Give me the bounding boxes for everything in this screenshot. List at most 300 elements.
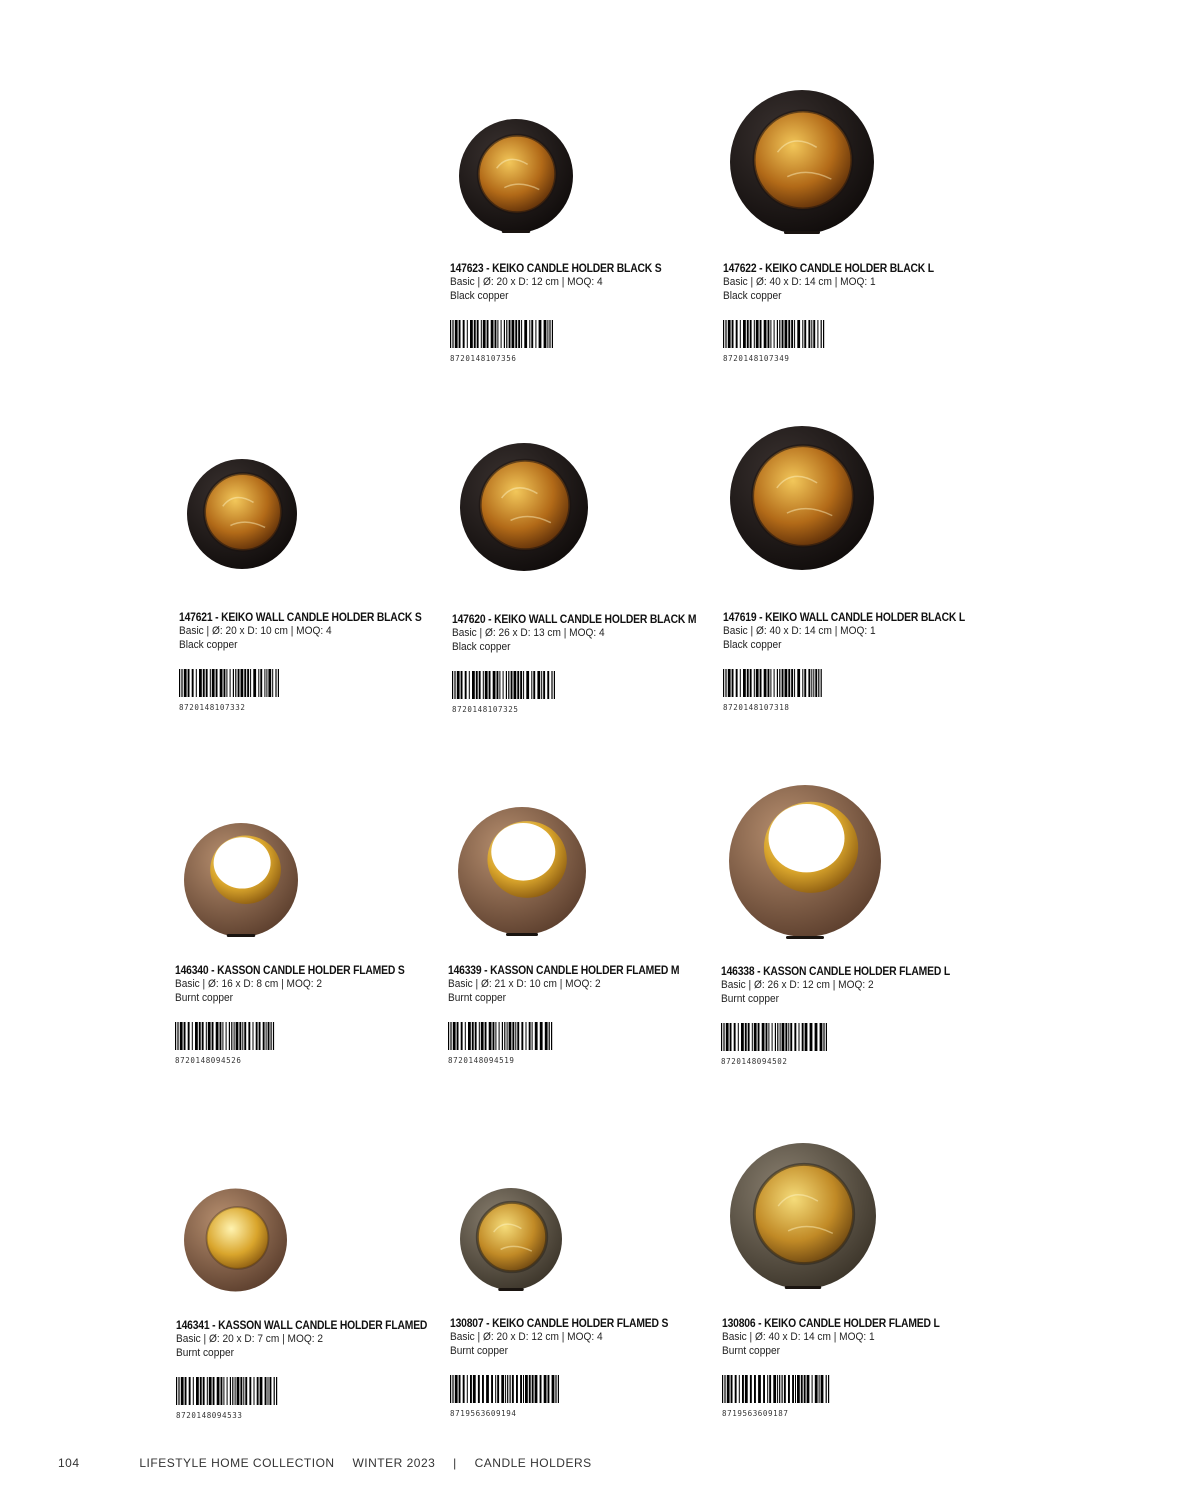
barcode-bar	[453, 1022, 456, 1050]
product-card	[723, 611, 973, 712]
barcode-bar	[260, 1377, 263, 1405]
barcode-bar	[813, 320, 815, 348]
barcode-bar	[760, 320, 762, 348]
barcode-bar	[270, 1377, 272, 1405]
barcode-bar	[253, 1022, 254, 1050]
product-title: 147623 - KEIKO CANDLE HOLDER BLACK S	[450, 263, 662, 275]
barcode-bar	[491, 320, 494, 348]
barcode-bar	[256, 1022, 258, 1050]
ean-number: 8720148107325	[452, 705, 519, 714]
barcode-bar	[207, 1377, 208, 1405]
barcode-bar	[450, 320, 451, 348]
barcode-bar	[209, 1377, 212, 1405]
barcode-bar	[461, 671, 463, 699]
barcode-bar	[531, 320, 533, 348]
barcode-bar	[497, 320, 498, 348]
barcode-bar	[254, 1377, 255, 1405]
barcode-bar	[735, 1375, 737, 1403]
product-specs: Basic | Ø: 16 x D: 8 cm | MOQ: 2	[175, 978, 322, 990]
barcode-bar	[750, 1375, 752, 1403]
barcode-bar	[727, 1375, 730, 1403]
barcode-bar	[526, 1022, 527, 1050]
barcode-bar	[206, 1022, 207, 1050]
barcode-bar	[465, 671, 467, 699]
product-color: Black copper	[450, 289, 509, 302]
barcode-bar	[195, 1022, 198, 1050]
barcode-bar	[782, 1023, 785, 1051]
barcode-bar	[732, 320, 734, 348]
product-card	[722, 1317, 972, 1418]
product-color: Burnt copper	[175, 991, 233, 1004]
ean-number: 8720148094519	[448, 1056, 515, 1065]
barcode-bar	[756, 320, 759, 348]
barcode-bar	[459, 1375, 461, 1403]
product-photo	[459, 442, 589, 572]
barcode-bar	[495, 1022, 496, 1050]
product-card	[179, 611, 429, 712]
barcode-bar	[483, 320, 486, 348]
barcode-bar	[489, 671, 491, 699]
barcode-bar	[470, 320, 473, 348]
barcode-bar	[512, 320, 515, 348]
barcode-bar	[506, 320, 507, 348]
product-card	[452, 613, 702, 714]
barcode-bar	[240, 1377, 242, 1405]
barcode-bar	[181, 669, 182, 697]
barcode-bar	[504, 1022, 505, 1050]
barcode-bar	[756, 669, 759, 697]
base-foot	[498, 1288, 524, 1291]
barcode-bar	[235, 1377, 236, 1405]
barcode-bar	[788, 320, 790, 348]
barcode-bar	[238, 669, 240, 697]
product-color: Black copper	[179, 638, 238, 651]
barcode-bar	[741, 1023, 744, 1051]
barcode-bar	[465, 1022, 466, 1050]
barcode-bar	[747, 669, 749, 697]
candle-holder-graphic	[459, 442, 589, 572]
product-card	[723, 262, 973, 363]
barcode-bar	[503, 671, 504, 699]
opening	[491, 823, 555, 881]
barcode-bar	[276, 1377, 277, 1405]
product-specs: Basic | Ø: 26 x D: 12 cm | MOQ: 2	[721, 979, 874, 991]
barcode-bar	[226, 1022, 227, 1050]
barcode-bar	[821, 1375, 824, 1403]
barcode-bar	[499, 1022, 500, 1050]
product-color: Burnt copper	[721, 992, 779, 1005]
barcode-bar	[268, 669, 271, 697]
barcode-bar	[257, 1377, 259, 1405]
ean-number: 8720148094533	[176, 1411, 243, 1420]
barcode-bar	[189, 1377, 191, 1405]
page-number: 104	[58, 1456, 80, 1470]
barcode-bar	[497, 1375, 499, 1403]
barcode-bar	[555, 1375, 556, 1403]
barcode-bar	[509, 320, 511, 348]
barcode-bar	[768, 320, 770, 348]
barcode-bar	[221, 1377, 223, 1405]
barcode-bar	[259, 1022, 261, 1050]
barcode-bar	[770, 669, 771, 697]
barcode-bars	[175, 1022, 307, 1050]
barcode	[721, 1023, 853, 1051]
product-title: 147620 - KEIKO WALL CANDLE HOLDER BLACK M	[452, 614, 697, 626]
barcode	[450, 320, 582, 348]
barcode-bar	[266, 1022, 267, 1050]
barcode-bar	[448, 1022, 449, 1050]
barcode-bar	[731, 1375, 733, 1403]
barcode-bar	[808, 320, 810, 348]
barcode-bar	[199, 1022, 201, 1050]
barcode-bar	[177, 1022, 178, 1050]
barcode-bar	[531, 671, 532, 699]
barcode-bar	[532, 1022, 533, 1050]
barcode-bar	[792, 1375, 794, 1403]
base-foot	[227, 934, 256, 937]
barcode-bar	[779, 1375, 780, 1403]
barcode-bar	[742, 1375, 744, 1403]
barcode-bar	[185, 1377, 187, 1405]
barcode-bar	[726, 1023, 729, 1051]
barcode-bar	[826, 1375, 827, 1403]
barcode-bar	[540, 1375, 542, 1403]
barcode-bar	[819, 1375, 820, 1403]
barcode-bar	[482, 1375, 484, 1403]
barcode-bar	[264, 669, 265, 697]
barcode-bar	[777, 320, 778, 348]
barcode-bar	[543, 671, 545, 699]
barcode-bar	[807, 1375, 810, 1403]
barcode-bar	[754, 1375, 756, 1403]
barcode-bar	[230, 1377, 231, 1405]
barcode-bar	[244, 1022, 246, 1050]
product-title: 130806 - KEIKO CANDLE HOLDER FLAMED L	[722, 1318, 940, 1330]
barcode-bar	[747, 320, 749, 348]
barcode-bar	[804, 320, 806, 348]
barcode-bar	[181, 1377, 184, 1405]
barcode-bar	[193, 1377, 194, 1405]
product-specs: Basic | Ø: 20 x D: 12 cm | MOQ: 4	[450, 276, 603, 288]
barcode-bar	[743, 669, 746, 697]
barcode-bars	[723, 320, 855, 348]
barcode-bar	[518, 320, 520, 348]
category-name: CANDLE HOLDERS	[474, 1456, 592, 1470]
barcode-bar	[788, 669, 790, 697]
barcode-bar	[472, 1022, 474, 1050]
barcode-bar	[823, 320, 824, 348]
barcode	[723, 320, 855, 348]
product-color: Burnt copper	[722, 1344, 780, 1357]
barcode-bar	[467, 320, 468, 348]
barcode-bar	[274, 1377, 275, 1405]
barcode-bar	[268, 1022, 270, 1050]
barcode-bar	[249, 1377, 251, 1405]
barcode-bar	[487, 320, 489, 348]
page-footer	[58, 1456, 592, 1470]
barcode-bar	[253, 669, 256, 697]
barcode-bar	[821, 669, 822, 697]
barcode-bar	[236, 1022, 239, 1050]
barcode-bar	[790, 1023, 792, 1051]
product-photo	[728, 782, 882, 940]
barcode-bar	[752, 1023, 753, 1051]
barcode-bar	[782, 1375, 783, 1403]
product-photo	[729, 1142, 877, 1290]
barcode-bar	[812, 1375, 813, 1403]
barcode-bar	[512, 1375, 514, 1403]
barcode-bars	[450, 1375, 582, 1403]
barcode-bar	[768, 1023, 769, 1051]
barcode-bar	[184, 1022, 186, 1050]
product-photo	[183, 822, 299, 938]
barcode-bar	[234, 1022, 235, 1050]
barcode-bar	[529, 320, 530, 348]
candle-holder-graphic	[457, 805, 587, 937]
barcode	[176, 1377, 308, 1405]
barcode-bar	[811, 320, 812, 348]
product-title: 147621 - KEIKO WALL CANDLE HOLDER BLACK S	[179, 612, 422, 624]
barcode-bar	[521, 320, 522, 348]
barcode-bar	[244, 669, 246, 697]
barcode-bar	[539, 320, 542, 348]
ean-number: 8720148094526	[175, 1056, 242, 1065]
barcode-bar	[535, 320, 536, 348]
barcode-bar	[547, 320, 548, 348]
barcode-bar	[247, 669, 249, 697]
barcode-bar	[745, 1375, 748, 1403]
ean-number: 8720148107318	[723, 703, 790, 712]
barcode-bar	[196, 1377, 199, 1405]
barcode-bar	[463, 1375, 465, 1403]
barcode-bar	[517, 1022, 519, 1050]
barcode-bar	[743, 320, 746, 348]
product-color: Burnt copper	[176, 1346, 234, 1359]
product-title: 147619 - KEIKO WALL CANDLE HOLDER BLACK L	[723, 612, 966, 624]
barcode-bar	[544, 1375, 547, 1403]
barcode-bar	[794, 320, 795, 348]
product-card	[450, 1317, 700, 1418]
barcode-bar	[823, 1023, 824, 1051]
barcode-bar	[472, 671, 475, 699]
barcode-bar	[777, 669, 778, 697]
product-photo	[729, 89, 875, 235]
barcode-bar	[764, 669, 767, 697]
barcode	[450, 1375, 582, 1403]
barcode-bar	[508, 671, 509, 699]
barcode-bar	[505, 1375, 506, 1403]
candle-holder-graphic	[183, 1186, 288, 1294]
product-title: 146341 - KASSON WALL CANDLE HOLDER FLAMED	[176, 1320, 428, 1332]
barcode-bar	[493, 1022, 495, 1050]
barcode-bar	[523, 671, 524, 699]
barcode-bar	[728, 669, 731, 697]
barcode-bar	[537, 671, 540, 699]
barcode-bar	[278, 669, 279, 697]
barcode	[448, 1022, 580, 1050]
barcode-bar	[509, 1022, 512, 1050]
barcode	[722, 1375, 854, 1403]
barcode-bars	[722, 1375, 854, 1403]
barcode-bar	[545, 1022, 548, 1050]
barcode-bar	[463, 320, 465, 348]
barcode-bar	[485, 671, 488, 699]
product-color: Black copper	[452, 640, 511, 653]
product-photo	[183, 1186, 288, 1294]
barcode-bar	[452, 1375, 453, 1403]
barcode-bar	[226, 669, 227, 697]
barcode-bar	[723, 669, 724, 697]
barcode-bar	[774, 669, 775, 697]
barcode	[723, 669, 855, 697]
barcode-bar	[457, 1022, 459, 1050]
barcode-bar	[791, 320, 793, 348]
barcode-bar	[754, 320, 755, 348]
barcode-bar	[241, 669, 244, 697]
barcode-bar	[740, 669, 741, 697]
barcode-bar	[529, 1375, 531, 1403]
barcode-bar	[773, 1375, 776, 1403]
base-foot	[506, 933, 538, 936]
barcode-bar	[813, 669, 814, 697]
barcode-bar	[232, 1377, 233, 1405]
barcode-bar	[529, 1022, 531, 1050]
barcode-bar	[525, 1375, 528, 1403]
barcode-bar	[552, 320, 553, 348]
barcode	[452, 671, 584, 699]
product-card	[175, 964, 425, 1065]
ean-number: 8720148094502	[721, 1057, 788, 1066]
barcode-bar	[811, 669, 812, 697]
barcode-bar	[821, 320, 822, 348]
barcode-bar	[202, 1022, 204, 1050]
barcode-bar	[479, 1022, 480, 1050]
barcode-bar	[517, 671, 519, 699]
barcode-bar	[721, 1023, 722, 1051]
product-photo	[458, 118, 574, 234]
barcode-bar	[802, 320, 803, 348]
barcode-bar	[734, 1023, 736, 1051]
ean-number: 8720148107332	[179, 703, 246, 712]
barcode-bar	[779, 320, 780, 348]
barcode-bar	[258, 669, 259, 697]
barcode-bar	[502, 1022, 503, 1050]
barcode-bar	[754, 1023, 757, 1051]
barcode-bar	[818, 669, 819, 697]
barcode-bar	[804, 1375, 806, 1403]
barcode-bar	[772, 1023, 773, 1051]
barcode-bar	[728, 320, 731, 348]
barcode-bar	[801, 1375, 803, 1403]
product-title: 130807 - KEIKO CANDLE HOLDER FLAMED S	[450, 1318, 669, 1330]
barcode-bar	[227, 1377, 228, 1405]
barcode-bar	[273, 1022, 274, 1050]
barcode-bar	[738, 1023, 739, 1051]
footer-separator: |	[453, 1456, 457, 1470]
barcode-bar	[795, 1375, 796, 1403]
barcode-bar	[532, 1375, 534, 1403]
barcode-bar	[777, 1023, 778, 1051]
product-color: Black copper	[723, 638, 782, 651]
barcode-bar	[762, 1023, 765, 1051]
barcode-bar	[199, 669, 202, 697]
candle-holder-graphic	[183, 822, 299, 938]
barcode-bar	[230, 669, 231, 697]
opening	[214, 837, 271, 888]
barcode-bar	[493, 671, 496, 699]
barcode-bar	[242, 1022, 243, 1050]
product-specs: Basic | Ø: 40 x D: 14 cm | MOQ: 1	[723, 625, 876, 637]
barcode-bar	[470, 1375, 472, 1403]
barcode-bar	[271, 1022, 272, 1050]
barcode-bar	[192, 669, 194, 697]
barcode-bar	[780, 1023, 781, 1051]
barcode-bar	[200, 1377, 202, 1405]
barcode-bar	[495, 320, 497, 348]
base-foot	[784, 231, 820, 234]
barcode-bar	[243, 1377, 244, 1405]
barcode-bars	[176, 1377, 308, 1405]
barcode-bar	[788, 1023, 789, 1051]
barcode-bar	[501, 320, 502, 348]
barcode-bar	[725, 669, 726, 697]
barcode-bar	[547, 671, 549, 699]
barcode-bar	[222, 1022, 223, 1050]
barcode-bars	[721, 1023, 853, 1051]
barcode-bar	[799, 1023, 800, 1051]
opening	[769, 804, 845, 872]
barcode-bar	[520, 671, 522, 699]
candle-holder-graphic	[728, 782, 882, 940]
barcode-bar	[722, 1375, 723, 1403]
barcode-bar	[815, 1023, 818, 1051]
barcode-bar	[452, 671, 453, 699]
base-foot	[785, 1286, 822, 1289]
barcode-bar	[216, 1022, 219, 1050]
barcode-bar	[533, 671, 535, 699]
barcode-bar	[245, 1377, 247, 1405]
barcode-bar	[491, 1375, 493, 1403]
barcode-bar	[499, 671, 500, 699]
barcode-bar	[468, 1022, 471, 1050]
barcode-bar	[554, 671, 555, 699]
barcode-bar	[541, 671, 542, 699]
barcode-bar	[461, 1022, 463, 1050]
barcode-bar	[454, 671, 455, 699]
barcode-bar	[511, 671, 513, 699]
barcode-bar	[272, 669, 273, 697]
barcode-bar	[483, 671, 484, 699]
barcode-bar	[808, 669, 810, 697]
barcode-bar	[489, 1022, 492, 1050]
barcode-bar	[535, 1375, 538, 1403]
barcode-bar	[725, 320, 726, 348]
season: WINTER 2023	[352, 1456, 436, 1470]
product-specs: Basic | Ø: 40 x D: 14 cm | MOQ: 1	[722, 1331, 875, 1343]
barcode-bar	[779, 669, 780, 697]
barcode-bar	[797, 1375, 800, 1403]
barcode-bar	[802, 1023, 804, 1051]
barcode-bar	[467, 1375, 468, 1403]
barcode-bar	[184, 669, 187, 697]
candle-holder-graphic	[729, 89, 875, 235]
barcode-bar	[208, 1022, 211, 1050]
barcode-bar	[817, 320, 818, 348]
barcode-bar	[224, 669, 226, 697]
product-specs: Basic | Ø: 26 x D: 13 cm | MOQ: 4	[452, 627, 605, 639]
barcode-bar	[515, 1022, 516, 1050]
barcode-bar	[265, 1377, 267, 1405]
